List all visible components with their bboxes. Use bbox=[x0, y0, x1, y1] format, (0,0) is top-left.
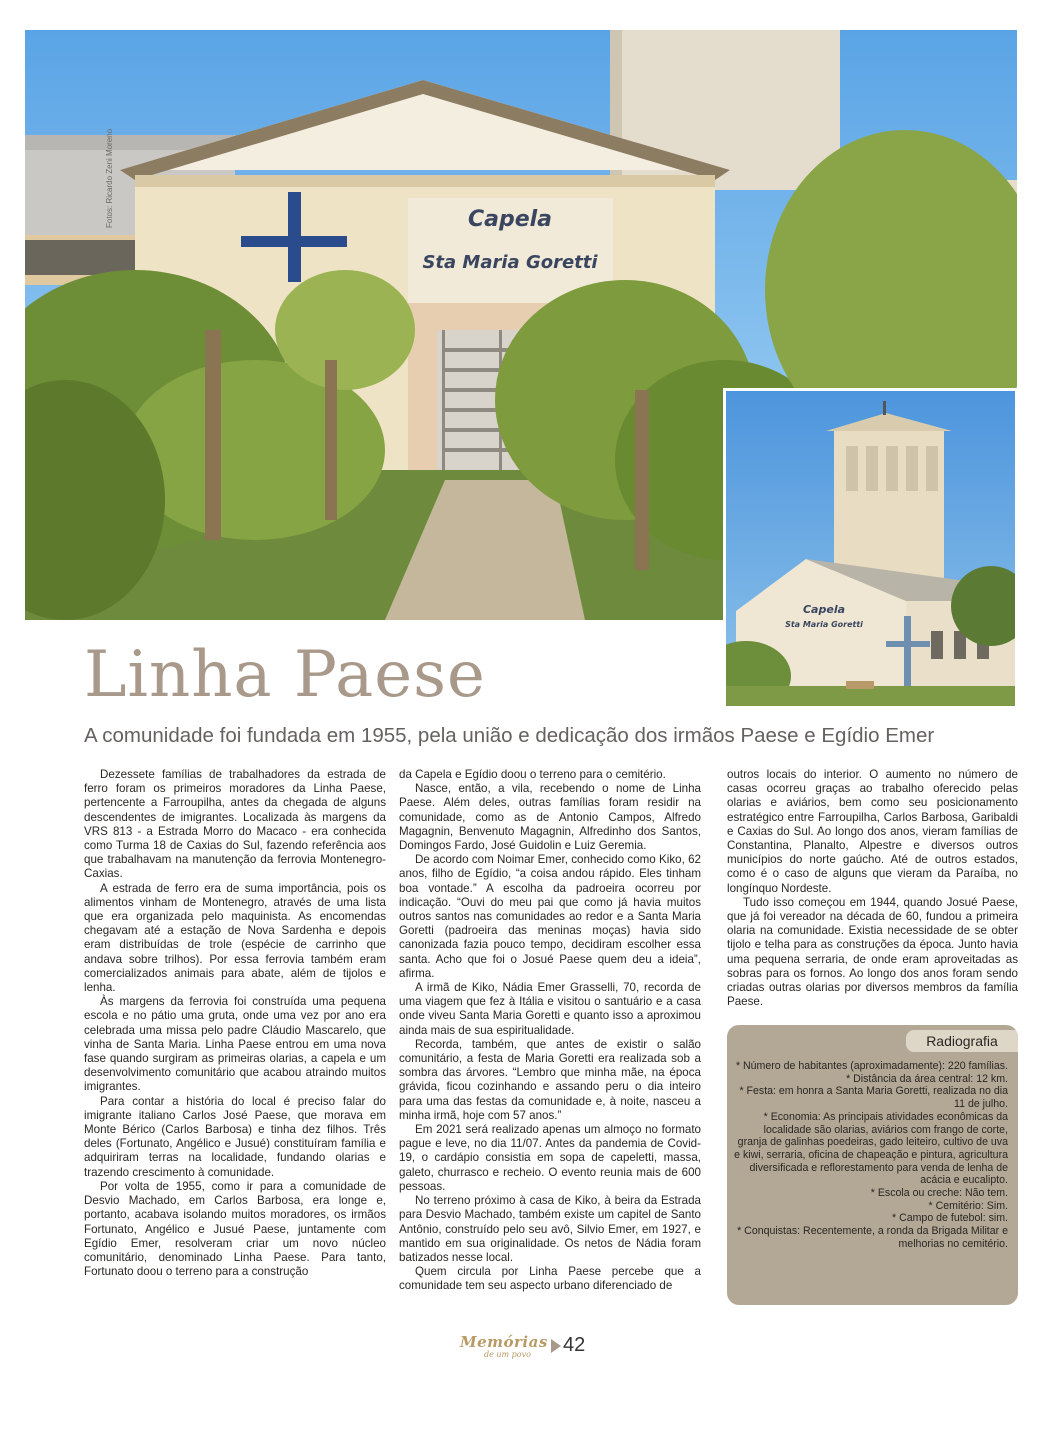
paragraph: Às margens da ferrovia foi construída uma pequena escola e no pátio uma gruta, onde uma vez por ano era celebrada uma missa pelo padre Cláudio Mascarelo, que vinha de Santa Maria. Linha Paese entrou em uma nova fase quando surgiram as primeiras olarias, a capela e um desenvolvimento comunitário que acabou atraindo muitos imigrantes. bbox=[84, 995, 386, 1094]
paragraph: Nasce, então, a vila, recebendo o nome de Linha Paese. Além deles, outras famílias foram residir na comunidade, como as de Antonio Campos, Alfredo Magagnin, Benvenuto Magagnin, Alfredinho dos Santos, Domingos Fardo, José Guidolin e Luiz Geremia. bbox=[399, 782, 701, 853]
article-column-2 bbox=[399, 768, 701, 1294]
radiografia-item: * Número de habitantes (aproximadamente): 220 famílias. bbox=[735, 1060, 1008, 1072]
radiografia-item: * Cemitério: Sim. bbox=[928, 1199, 1008, 1212]
radiografia-item: * Festa: em honra a Santa Maria Goretti, realizada no dia 11 de julho. bbox=[739, 1085, 1008, 1111]
radiografia-item: * Campo de futebol: sim. bbox=[892, 1212, 1008, 1225]
article-subtitle: A comunidade foi fundada em 1955, pela união e dedicação dos irmãos Paese e Egídio Emer bbox=[84, 724, 935, 747]
magazine-logo: Memórias bbox=[460, 1333, 548, 1351]
paragraph: A estrada de ferro era de suma importância, pois os alimentos vinham de Montenegro, através de uma lista que era organizada pelo maquinista. As encomendas chegavam até a estação de Nova Sardenha e depois eram distribuídas de trole (espécie de carrinho que andava sobre trilhos). Por essa ferrovia também eram comercializados animais para abate, além de tijolos e lenha. bbox=[84, 881, 386, 995]
radiografia-box bbox=[727, 1025, 1018, 1305]
paragraph: Tudo isso começou em 1944, quando Josué Paese, que já foi vereador na década de 60, fundou a primeira olaria na comunidade. Existia necessidade de se obter tijolo e telha para as construções da época. Junto havia uma pequena serraria, de onde eram aproveitadas as sobras para os fornos. Ao longo dos anos foram sendo criadas outras olarias por diversos membros da família Paese. bbox=[727, 895, 1018, 1009]
paragraph-continued: da Capela e Egídio doou o terreno para o cemitério. bbox=[399, 768, 666, 781]
paragraph: Em 2021 será realizado apenas um almoço no formato pague e leve, no dia 11/07. Antes da pandemia de Covid-19, o cardápio consistia em sopa de capeletti, massa, galeto, churrasco e recheio. O evento reunia mais de 600 pessoas. bbox=[399, 1123, 701, 1193]
radiografia-item: * Escola ou creche: Não tem. bbox=[870, 1187, 1008, 1200]
chapel-tower-illustration bbox=[726, 391, 1015, 706]
paragraph: Dezessete famílias de trabalhadores da estrada de ferro foram os primeiros moradores da Linha Paese, pertencente a Farroupilha, antes da chegada de alguns descendentes de imigrantes. Localizada às margens da VRS 813 - a Estrada Morro do Macaco - era conhecida como Turma 18 de Caxias do Sul, fazendo referência aos que trabalhavam na manutenção da ferrovia Montenegro-Caxias. bbox=[84, 768, 386, 881]
sign-line2: Sta Maria Goretti bbox=[422, 252, 598, 273]
radiografia-heading: Radiografia bbox=[906, 1030, 1018, 1052]
photo-credit: Fotos: Ricardo Zeni Moreno bbox=[105, 128, 114, 228]
chapel-tower-photo bbox=[723, 388, 1018, 709]
arrow-right-icon bbox=[551, 1339, 561, 1353]
paragraph: Quem circula por Linha Paese percebe que a comunidade tem seu aspecto urbano diferenciado de bbox=[399, 1265, 701, 1293]
radiografia-list bbox=[733, 1060, 1008, 1251]
page-footer bbox=[460, 1331, 610, 1365]
paragraph: Por volta de 1955, como ir para a comunidade de Desvio Machado, em Carlos Barbosa, era longe e, portanto, acabava isolando muitos moradores, os irmãos Fortunato, Angélico e Jusué Paese, juntamente com Egídio Emer, resolveram criar um novo núcleo comunitário, denominado Linha Paese. Para tanto, Fortunato doou o terreno para a construção bbox=[84, 1179, 386, 1279]
page-number: 42 bbox=[563, 1334, 586, 1356]
radiografia-item: * Conquistas: Recentemente, a ronda da Brigada Militar e melhorias no cemitério. bbox=[737, 1225, 1008, 1250]
article-column-3 bbox=[727, 768, 1018, 1009]
radiografia-item: * Economia: As principais atividades econômicas da localidade são olarias, aviários com frango de corte, granja de galinhas poedeiras, gado leiteiro, cultivo de uva e kiwi, serraria, oficina de chapeação e pintura, agricultura diversificada e reflorestamento para venda de lenha de acácia e eucalipto. bbox=[734, 1110, 1008, 1187]
paragraph: A irmã de Kiko, Nádia Emer Grasselli, 70, recorda de uma viagem que fez à Itália e visitou o santuário e a casa onde viveu Santa Maria Goretti e quanto isso a aproximou ainda mais de sua espiritualidade. bbox=[399, 981, 701, 1037]
magazine-tagline: de um povo bbox=[484, 1350, 531, 1359]
paragraph-continued: outros locais do interior. O aumento no número de casas ocorreu graças ao trabalho oferecido pelas olarias e aviários, bem como seu posicionamento estratégico entre Farroupilha, Carlos Barbosa, Garibaldi e Caxias do Sul. Ao longo dos anos, vieram famílias de Constantina, Planalto, Alpestre e diversos outros municípios do norte gaúcho. Até de outros estados, como é o caso de alguns que vieram da Paraíba, no longínquo Nordeste. bbox=[727, 768, 1018, 895]
radiografia-item: * Distância da área central: 12 km. bbox=[846, 1072, 1008, 1085]
paragraph: No terreno próximo à casa de Kiko, à beira da Estrada para Desvio Machado, também existe um capitel de Santo Antônio, construído pelo seu avô, Silvio Emer, em 1927, e mantido em sua originalidade. Os netos de Nádia foram batizados nesse local. bbox=[399, 1194, 701, 1264]
sign-line1: Capela bbox=[467, 207, 553, 232]
inset-sign-line2: Sta Maria Goretti bbox=[785, 620, 863, 629]
article-column-1 bbox=[84, 768, 386, 1279]
paragraph: De acordo com Noimar Emer, conhecido como Kiko, 62 anos, filho de Egídio, “a coisa andou rápido. Eles tinham boa vontade.” A escolha da padroeira ocorreu por indicação. “Ouvi do meu pai que como já havia muitos outros santos nas comunidades ao redor e a Santa Maria Goretti (padroeira das meninas moças) havia sido canonizada fazia pouco tempo, decidiram escolher essa santa. Acho que foi o Josué Paese quem deu a ideia”, afirma. bbox=[399, 853, 701, 980]
article-title: Linha Paese bbox=[84, 638, 486, 712]
paragraph: Para contar a história do local é preciso falar do imigrante italiano Carlos José Paese, que morava em Monte Bérico (Carlos Barbosa) e tinha dez filhos. Três deles (Fortunato, Angélico e Jusué) constituíram família e adquiriram terras na localidade, fundando olarias e trazendo crescimento à comunidade. bbox=[84, 1094, 386, 1179]
inset-sign-line1: Capela bbox=[802, 603, 846, 616]
paragraph: Recorda, também, que antes de existir o salão comunitário, a festa de Maria Goretti era realizada sob a sombra das árvores. “Lembro que minha mãe, na época grávida, ficou cozinhando e assando peru o dia inteiro para uma das festas da comunidade e, à noite, nasceu a minha irmã, hoje com 57 anos.” bbox=[399, 1037, 701, 1122]
